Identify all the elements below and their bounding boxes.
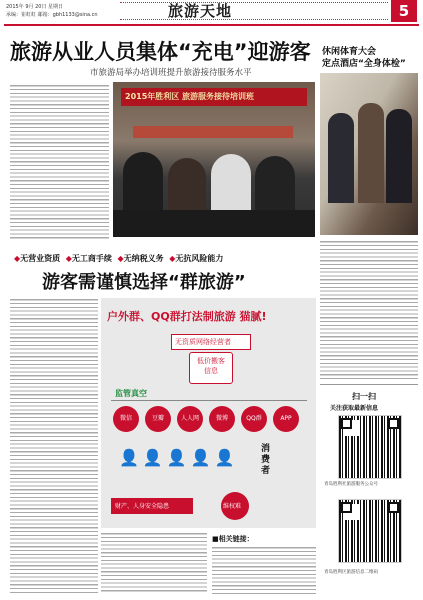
- side-body: [320, 240, 418, 380]
- hotel-inspection-photo: [320, 73, 418, 235]
- training-class-photo: [113, 82, 315, 237]
- side-headline-2: 定点酒店“全身体检”: [322, 59, 406, 69]
- feature-body-col3: [212, 546, 316, 594]
- lead-subheadline: 市旅游局举办培训班提升旅游接待服务水平: [90, 68, 252, 78]
- bubble-label: APP: [280, 415, 292, 422]
- tagline-row: [14, 253, 314, 265]
- tagline-bullet-icon: ◆: [65, 254, 72, 263]
- qr-title: 扫一扫: [352, 392, 376, 401]
- fence-line: [111, 400, 307, 401]
- feature-body-col1: [10, 298, 98, 594]
- related-links-heading: ■相关链接：: [212, 535, 254, 543]
- tagline-bullet-icon: ◆: [117, 254, 124, 263]
- header: [0, 0, 423, 22]
- side-headline-1: 休闲体育大会: [322, 47, 377, 57]
- bubble-label: 微博: [215, 415, 228, 422]
- rights-label: 维权难: [223, 503, 242, 510]
- safety-label: 财产、人身安全隐患: [115, 503, 170, 510]
- tagline-item: 无营业资质: [20, 254, 61, 263]
- photo-banner-text: 2015年胜利区 旅游服务接待培训班: [125, 92, 255, 101]
- qr-panel: [320, 384, 418, 597]
- tagline-item: 无抗风险能力: [175, 254, 224, 263]
- infographic-heading: 户外群、QQ群打法制旅游 猫腻!: [107, 310, 267, 323]
- lead-body-col1b: [10, 118, 109, 119]
- lead-headline: 旅游从业人员集体“充电”迎游客: [10, 40, 311, 64]
- bubble-label: 人人网: [180, 415, 199, 422]
- lead-body-col1: [10, 84, 109, 240]
- bubble-app: [273, 406, 299, 432]
- infographic: [101, 298, 316, 528]
- feature-body-col2: [101, 532, 207, 594]
- bubble-label: QQ群: [246, 415, 262, 422]
- qr-code-icon[interactable]: [338, 499, 402, 563]
- header-rule: [4, 24, 419, 26]
- tagline-item: 无工商手续: [71, 254, 112, 263]
- bubble-label: 微信: [119, 415, 132, 422]
- bubble-douban: [145, 406, 171, 432]
- header-divider: [120, 2, 388, 20]
- bubble-wechat: [113, 406, 139, 432]
- qr-code-icon[interactable]: [338, 415, 402, 479]
- tagline-item: 无纳税义务: [123, 254, 164, 263]
- bubble-weibo: [209, 406, 235, 432]
- page-number-text: 5: [398, 2, 410, 20]
- section-title: 旅游天地: [168, 2, 233, 20]
- bubble-renren: [177, 406, 203, 432]
- manager-label: 无资质网络经营者: [175, 338, 231, 346]
- supervision-label: 监管真空: [115, 389, 147, 398]
- consumer-people-icon: 👤👤👤👤👤: [119, 448, 239, 467]
- bubble-qq: [241, 406, 267, 432]
- bubble-label: 豆瓣: [151, 415, 164, 422]
- editor-line: 承编：崔虹虹 邮箱：gbh1133@sina.cn: [6, 12, 98, 18]
- issue-date: 2015年 9月 20日 星期日: [6, 4, 64, 10]
- qr-caption-1: 关注获取最新信息: [330, 405, 379, 412]
- qr-caption-3: 青岛胜利区旅游信息二维码: [324, 570, 378, 575]
- tagline-bullet-icon: ◆: [169, 254, 176, 263]
- consumer-label: 消费者: [261, 444, 271, 476]
- feature-headline: 游客需谨慎选择“群旅游”: [42, 272, 246, 293]
- page-number: [391, 0, 417, 22]
- lowprice-label: 低价搬客 信息: [197, 357, 225, 375]
- tagline-bullet-icon: ◆: [14, 254, 21, 263]
- qr-caption-2: 青岛胜利社旅游服务公众号: [324, 482, 378, 487]
